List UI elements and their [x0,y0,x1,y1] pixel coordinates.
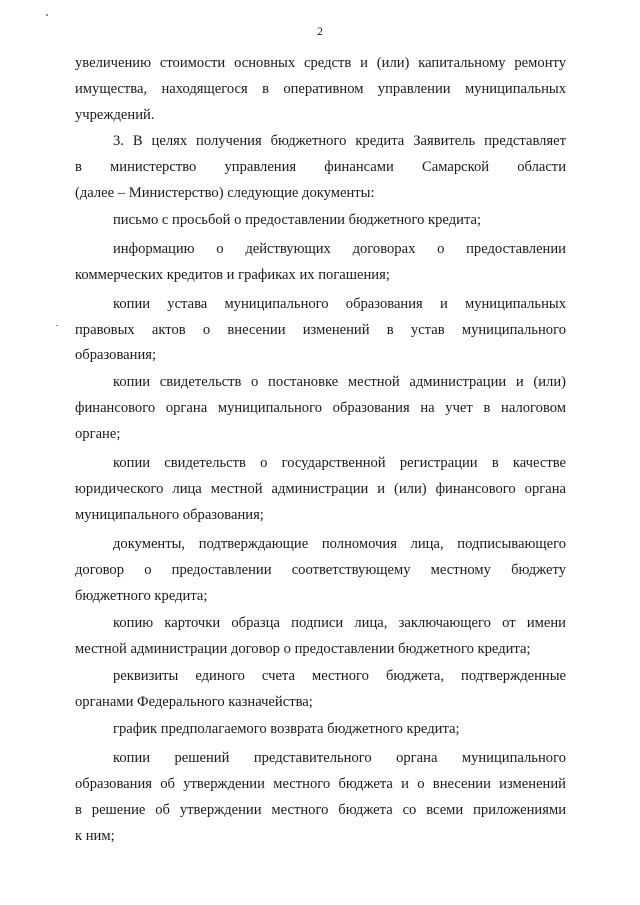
list-item-line: реквизиты единого счета местного бюджета, подтвержденные [113,668,566,684]
body-text-line: муниципального образования; [75,507,264,523]
scan-speck-left [56,325,58,326]
list-item-line: копию карточки образца подписи лица, заключающего от имени [113,615,566,631]
page-number: 2 [317,24,323,38]
body-text-line: органами Федерального казначейства; [75,694,313,710]
body-text-line: имущества, находящегося в оперативном управлении муниципальных [75,81,566,97]
body-text-line: договор о предоставлении соответствующему местному бюджету [75,562,566,578]
list-item-line: график предполагаемого возврата бюджетного кредита; [113,721,460,737]
body-text-line: местной администрации договор о предоставлении бюджетного кредита; [75,641,531,657]
body-text-line: органе; [75,426,121,442]
list-item-line: копии устава муниципального образования и муниципальных [113,296,566,312]
list-item-line: копии свидетельств о государственной регистрации в качестве [113,455,566,471]
list-item-line: письмо с просьбой о предоставлении бюджетного кредита; [113,212,482,228]
body-text-line: образования об утверждении местного бюджета и о внесении изменений [75,776,566,792]
list-item-line: информацию о действующих договорах о предоставлении [113,241,566,257]
list-item-line: копии свидетельств о постановке местной администрации и (или) [113,374,566,390]
body-text-line: правовых актов о внесении изменений в устав муниципального [75,322,566,338]
scan-speck-top [46,14,48,16]
body-text-line: учреждений. [75,107,155,123]
body-text-line: коммерческих кредитов и графиках их погашения; [75,267,390,283]
body-text-line: бюджетного кредита; [75,588,208,604]
body-text-line: финансового органа муниципального образования на учет в налоговом [75,400,566,416]
body-text-line: образования; [75,347,157,363]
body-text-line: юридического лица местной администрации и (или) финансового органа [75,481,566,497]
body-text-line: (далее – Министерство) следующие документы: [75,185,375,201]
list-item-line: копии решений представительного органа муниципального [113,750,566,766]
body-text-line: в решение об утверждении местного бюджета со всеми приложениями [75,802,566,818]
list-item-line: документы, подтверждающие полномочия лица, подписывающего [113,536,566,552]
body-text-line: в министерство управления финансами Самарской области [75,159,566,175]
body-text-line: увеличению стоимости основных средств и (или) капитальному ремонту [75,55,566,71]
paragraph-3-first-line: 3. В целях получения бюджетного кредита Заявитель представляет [113,133,566,149]
body-text-line: к ним; [75,828,115,844]
